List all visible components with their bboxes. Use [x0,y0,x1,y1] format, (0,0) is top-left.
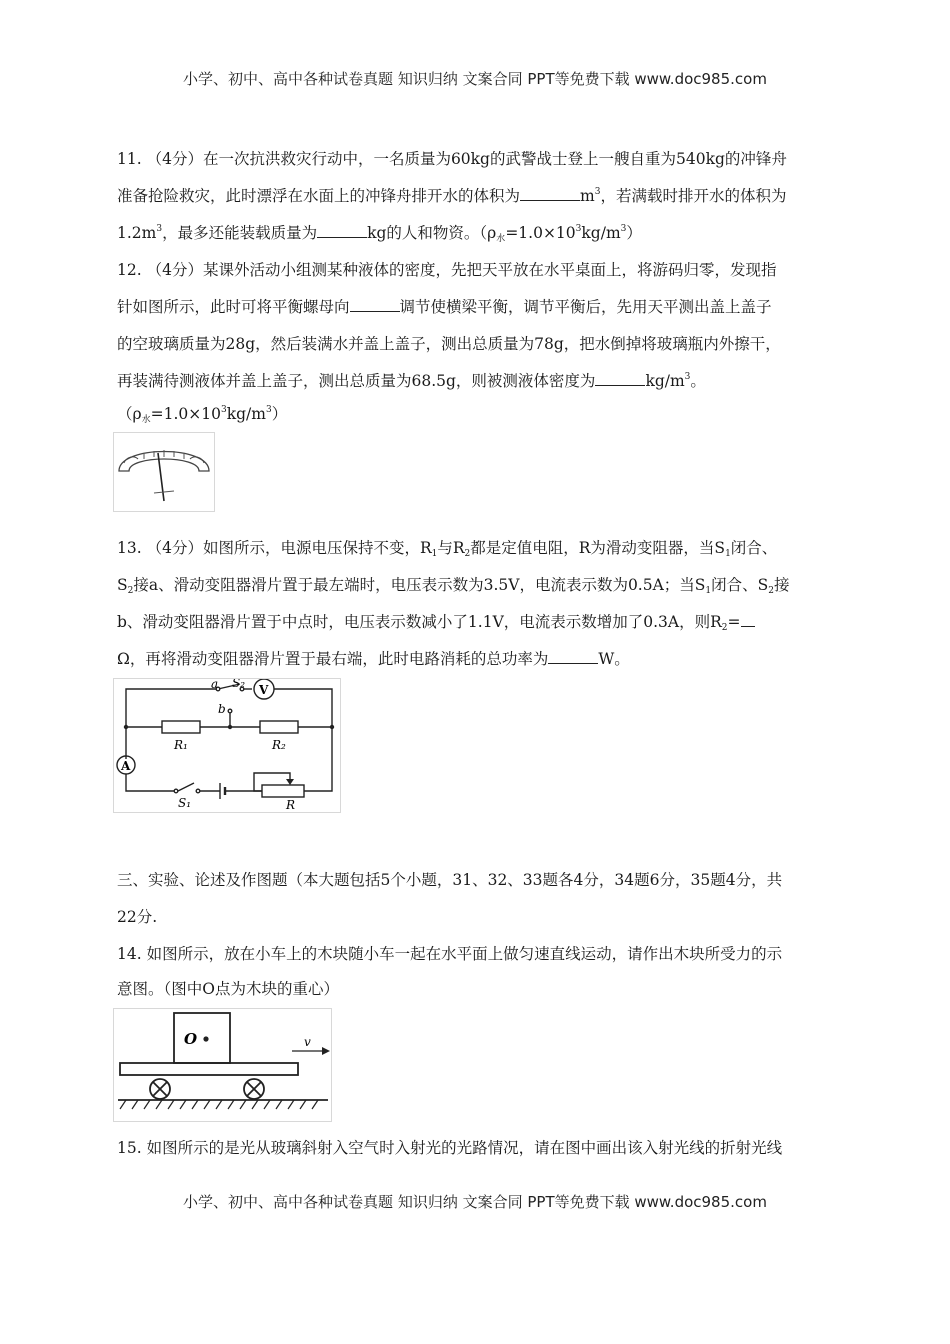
q13-line-1: 13. （4分）如图所示，电源电压保持不变，$R_1$与$R_2$都是定值电阻，R为滑动变阻器，当$S_1$闭合、 [117,539,778,559]
label-b: b [218,702,226,716]
label-o: O [184,1030,198,1048]
answer-blank[interactable] [520,186,580,201]
center-of-gravity-dot [203,1036,208,1041]
cart-figure [113,1008,332,1122]
answer-blank[interactable] [595,371,645,386]
answer-blank[interactable] [350,297,400,312]
label-a: a [211,679,219,691]
q13-line-3: b、滑动变阻器滑片置于中点时，电压表示数减小了1.1V，电流表示数增加了0.3A，则$R_2=$ [117,610,755,632]
pointer-needle [158,453,164,501]
label-v: V [259,683,269,697]
page-header: 小学、初中、高中各种试卷真题 知识归纳 文案合同 PPT等免费下载 www.doc985.com [183,70,767,88]
q12-line-1: 12. （4分）某课外活动小组测某种液体的密度，先把天平放在水平桌面上，将游码归零，发现指 [117,261,777,279]
label-a-meter: A [121,759,131,773]
q12-line-2: 针如图所示，此时可将平衡螺母向 调节使横梁平衡，调节平衡后，先用天平测出盖上盖子 [117,298,772,316]
label-r2: R₂ [272,738,286,752]
page-footer: 小学、初中、高中各种试卷真题 知识归纳 文案合同 PPT等免费下载 www.doc985.com [183,1193,767,1211]
resistor-r2 [260,721,298,733]
label-r1: R₁ [174,738,188,752]
answer-blank[interactable] [548,649,598,664]
q11-line-2: 准备抢险救灾，此时漂浮在水面上的冲锋舟排开水的体积为 $m^3$，若满载时排开水的体积为 [117,187,787,205]
q12-line-5: $(\rho_水=1.0\times 10^3kg/m^3)$ [117,405,288,425]
q12-line-3: 的空玻璃质量为28g，然后装满水并盖上盖子，测出总质量为78g，把水倒掉将玻璃瓶内外擦干， [117,335,781,353]
q12-line-4: 再装满待测液体并盖上盖子，测出总质量为68.5g，则被测液体密度为 $kg/m^3$。 [117,372,706,390]
answer-blank[interactable] [317,223,367,238]
label-s1: S₁ [178,796,192,810]
q13-line-4: Ω，再将滑动变阻器滑片置于最右端，此时电路消耗的总功率为 W。 [117,650,630,668]
q11-line-1: 11. （4分）在一次抗洪救灾行动中，一名质量为60kg的武警战士登上一艘自重为540kg的冲锋舟 [117,150,787,168]
q15-line-1: 15. 如图所示的是光从玻璃斜射入空气时入射光的光路情况，请在图中画出该入射光线的折射光线 [117,1139,783,1157]
label-v: v [304,1035,311,1049]
q11-line-3: $1.2m^3$，最多还能装载质量为 kg的人和物资。$(\rho_水=1.0\times 10^3kg/m^3)$ [117,224,642,244]
label-s2: S₂ [232,679,246,690]
section3-line-1: 三、实验、论述及作图题（本大题包括5个小题，31、32、33题各4分，34题6分，35题4分，共 [117,871,783,889]
q13-line-2: $S_2$接a、滑动变阻器滑片置于最左端时，电压表示数为3.5V，电流表示数为0.5A；当$S_1$闭合、$S_2$接 [117,576,790,596]
rheostat-r [262,785,304,797]
section3-line-2: 22分. [117,908,158,926]
q14-line-2: 意图。（图中O点为木块的重心） [117,980,339,998]
resistor-r1 [162,721,200,733]
answer-blank[interactable] [741,612,755,627]
label-r: R [286,798,296,812]
balance-pointer-figure [113,432,215,512]
q14-line-1: 14. 如图所示，放在小车上的木块随小车一起在水平面上做匀速直线运动，请作出木块所受力的示 [117,945,783,963]
wood-block [174,1013,230,1063]
circuit-diagram [113,678,341,813]
cart-body [120,1063,298,1075]
